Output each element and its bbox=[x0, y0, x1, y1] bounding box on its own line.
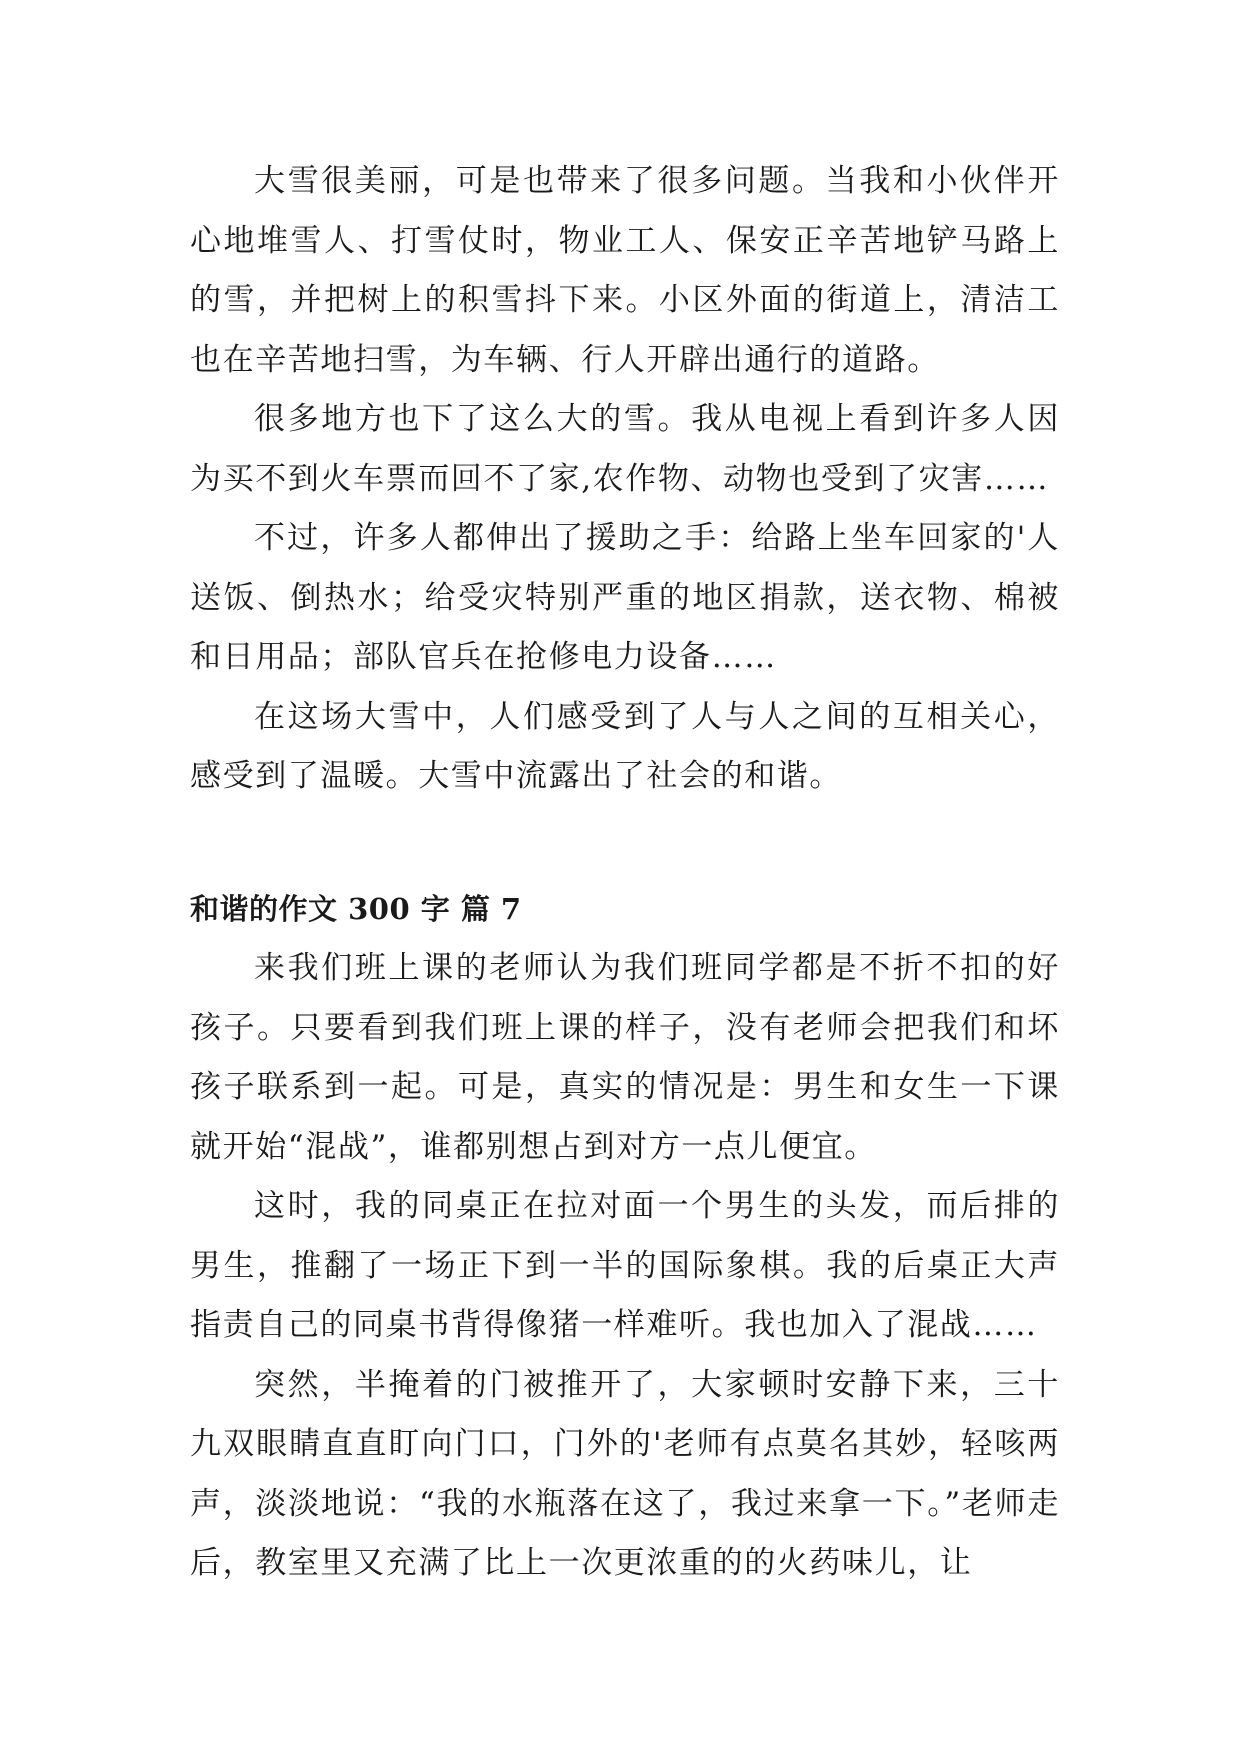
paragraph: 很多地方也下了这么大的雪。我从电视上看到许多人因为买不到火车票而回不了家,农作物、动物也受到了灾害…… bbox=[190, 401, 1060, 497]
section-title: 和谐的作文 300 字 篇 7 bbox=[190, 891, 522, 926]
document-page bbox=[190, 152, 1060, 1594]
paragraph: 不过，许多人都伸出了援助之手：给路上坐车回家的'人送饭、倒热水；给受灾特别严重的地区捐款，送衣物、棉被和日用品；部队官兵在抢修电力设备…… bbox=[190, 520, 1060, 675]
paragraph: 突然，半掩着的门被推开了，大家顿时安静下来，三十九双眼睛直直盯向门口，门外的'老师有点莫名其妙，轻咳两声，淡淡地说：“我的水瓶落在这了，我过来拿一下。”老师走后，教室里又充满了比上一次更浓重的的火药味儿，让 bbox=[190, 1366, 1060, 1581]
paragraph: 这时，我的同桌正在拉对面一个男生的头发，而后排的男生，推翻了一场正下到一半的国际象棋。我的后桌正大声指责自己的同桌书背得像猪一样难听。我也加入了混战…… bbox=[190, 1188, 1060, 1343]
section-spacer bbox=[190, 807, 1060, 880]
paragraph: 在这场大雪中，人们感受到了人与人之间的互相关心，感受到了温暖。大雪中流露出了社会的和谐。 bbox=[190, 698, 1060, 794]
paragraph: 大雪很美丽，可是也带来了很多问题。当我和小伙伴开心地堆雪人、打雪仗时，物业工人、保安正辛苦地铲马路上的雪，并把树上的积雪抖下来。小区外面的街道上，清洁工也在辛苦地扫雪，为车辆、行人开辟出通行的道路。 bbox=[190, 163, 1060, 378]
paragraph: 来我们班上课的老师认为我们班同学都是不折不扣的好孩子。只要看到我们班上课的样子，没有老师会把我们和坏孩子联系到一起。可是，真实的情况是：男生和女生一下课就开始“混战”，谁都别想占到对方一点儿便宜。 bbox=[190, 950, 1060, 1165]
